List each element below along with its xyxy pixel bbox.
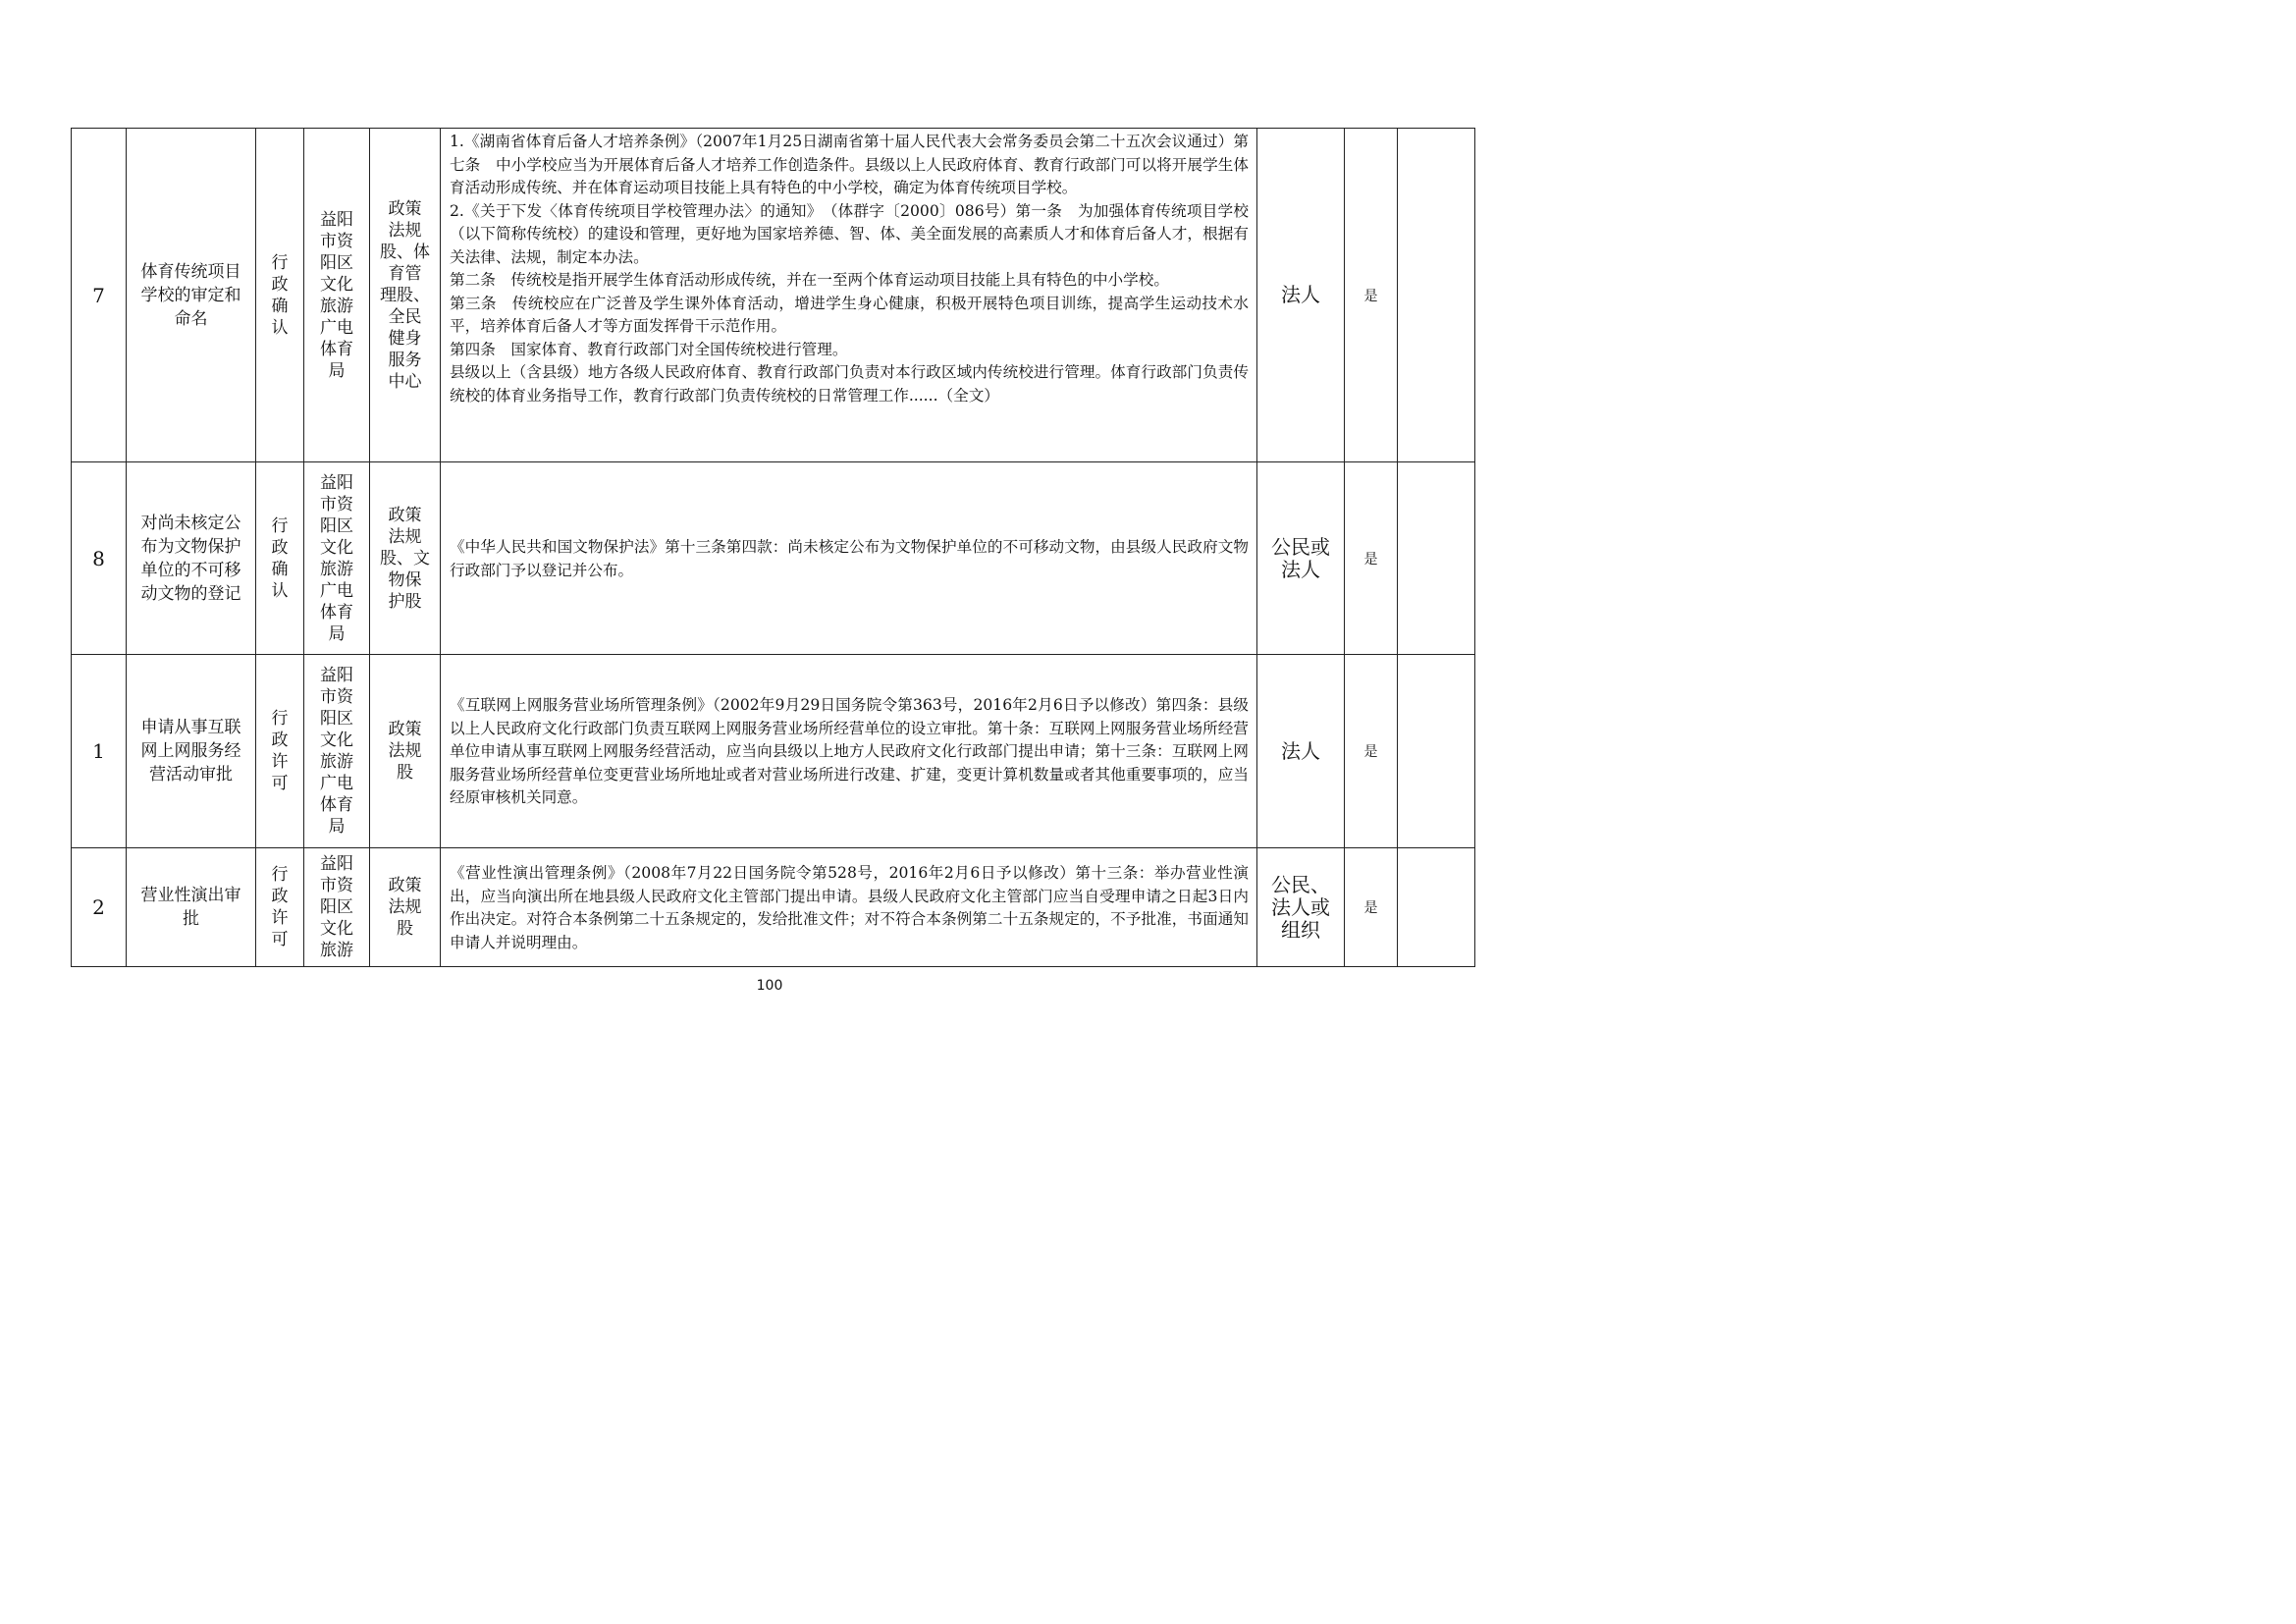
- empty-cell: [1398, 655, 1475, 848]
- table-row: [72, 462, 1475, 655]
- item-type: 行 政 确 认: [256, 462, 304, 655]
- empty-cell: [1398, 129, 1475, 462]
- responsible-department: 政策 法规 股: [370, 848, 441, 967]
- basis-paragraph: 2.《关于下发〈体育传统项目学校管理办法〉的通知》 （体群字〔2000〕086号）第一条 为加强体育传统项目学校（以下简称传统校）的建设和管理，更好地为国家培养德、智、体、美全面发展的高素质人才和体育后备人才，根据有关法律、法规，制定本办法。: [450, 201, 1249, 266]
- table-row: [72, 655, 1475, 848]
- yes-flag: 是: [1345, 462, 1398, 655]
- document-page: [0, 0, 1539, 1084]
- basis-paragraph: 第四条 国家体育、教育行政部门对全国传统校进行管理。: [450, 340, 848, 358]
- applicable-subject: 公民或 法人: [1257, 462, 1345, 655]
- applicable-subject: 法人: [1257, 655, 1345, 848]
- item-number: 2: [72, 848, 127, 967]
- basis-paragraph: 第三条 传统校应在广泛普及学生课外体育活动，增进学生身心健康，积极开展特色项目训练，提高学生运动技术水平，培养体育后备人才等方面发挥骨干示范作用。: [450, 294, 1249, 335]
- basis-paragraph: 县级以上（含县级）地方各级人民政府体育、教育行政部门负责对本行政区域内传统校进行管理。体育行政部门负责传统校的体育业务指导工作，教育行政部门负责传统校的日常管理工作......（全文）: [450, 363, 1249, 405]
- item-name: 申请从事互联网上网服务经营活动审批: [127, 655, 256, 848]
- item-name: 营业性演出审批: [127, 848, 256, 967]
- implementing-agency: 益阳 市资 阳区 文化 旅游 广电 体育 局: [304, 655, 370, 848]
- item-number: 8: [72, 462, 127, 655]
- basis-paragraph: 《互联网上网服务营业场所管理条例》（2002年9月29日国务院令第363号，2016年2月6日予以修改）第四条：县级以上人民政府文化行政部门负责互联网上网服务营业场所经营单位的设立审批。第十条：互联网上网服务营业场所经营单位申请从事互联网上网服务经营活动，应当向县级以上地方人民政府文化行政部门提出申请；第十三条：互联网上网服务营业场所经营单位变更营业场所地址或者对营业场所进行改建、扩建，变更计算机数量或者其他重要事项的，应当经原审核机关同意。: [450, 696, 1249, 807]
- applicable-subject: 法人: [1257, 129, 1345, 462]
- item-type: 行 政 许 可: [256, 655, 304, 848]
- responsible-department: 政策 法规 股: [370, 655, 441, 848]
- implementing-agency: 益阳 市资 阳区 文化 旅游 广电 体育 局: [304, 462, 370, 655]
- yes-flag: 是: [1345, 655, 1398, 848]
- legal-basis: [441, 848, 1257, 967]
- basis-paragraph: 1.《湖南省体育后备人才培养条例》（2007年1月25日湖南省第十届人民代表大会常务委员会第二十五次会议通过）第七条 中小学校应当为开展体育后备人才培养工作创造条件。县级以上人民政府体育、教育行政部门可以将开展学生体育活动形成传统、并在体育运动项目技能上具有特色的中小学校，确定为体育传统项目学校。: [450, 133, 1249, 196]
- yes-flag: 是: [1345, 129, 1398, 462]
- empty-cell: [1398, 462, 1475, 655]
- applicable-subject: 公民、 法人或 组织: [1257, 848, 1345, 967]
- yes-flag: 是: [1345, 848, 1398, 967]
- empty-cell: [1398, 848, 1475, 967]
- basis-paragraph: 《营业性演出管理条例》（2008年7月22日国务院令第528号，2016年2月6日予以修改）第十三条：举办营业性演出，应当向演出所在地县级人民政府文化主管部门提出申请。县级人民政府文化主管部门应当自受理申请之日起3日内作出决定。对符合本条例第二十五条规定的，发给批准文件；对不符合本条例第二十五条规定的，不予批准，书面通知申请人并说明理由。: [450, 864, 1249, 951]
- responsible-department: 政策 法规 股、体 育管 理股、 全民 健身 服务 中心: [370, 129, 441, 462]
- legal-basis: [441, 462, 1257, 655]
- item-type: 行 政 许 可: [256, 848, 304, 967]
- implementing-agency: 益阳 市资 阳区 文化 旅游 广电 体育 局: [304, 129, 370, 462]
- page-number: 100: [756, 978, 783, 994]
- item-name: 体育传统项目学校的审定和命名: [127, 129, 256, 462]
- basis-paragraph: 《中华人民共和国文物保护法》第十三条第四款：尚未核定公布为文物保护单位的不可移动文物，由县级人民政府文物行政部门予以登记并公布。: [450, 538, 1249, 579]
- basis-paragraph: 第二条 传统校是指开展学生体育活动形成传统，并在一至两个体育运动项目技能上具有特色的中小学校。: [450, 271, 1169, 289]
- legal-basis: [441, 129, 1257, 462]
- item-name: 对尚未核定公布为文物保护单位的不可移动文物的登记: [127, 462, 256, 655]
- table-row: [72, 848, 1475, 967]
- item-type: 行 政 确 认: [256, 129, 304, 462]
- implementing-agency: 益阳 市资 阳区 文化 旅游: [304, 848, 370, 967]
- table-row: [72, 129, 1475, 462]
- item-number: 7: [72, 129, 127, 462]
- responsible-department: 政策 法规 股、文 物保 护股: [370, 462, 441, 655]
- catalog-table: [71, 128, 1475, 967]
- item-number: 1: [72, 655, 127, 848]
- legal-basis: [441, 655, 1257, 848]
